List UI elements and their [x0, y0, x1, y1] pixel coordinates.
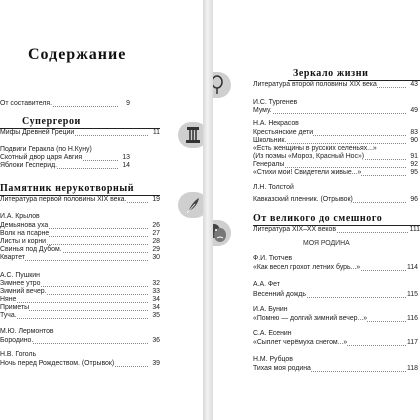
toc-entry[interactable]: Муму. 49 [253, 107, 418, 114]
toc-entry[interactable]: Подвиги Геракла (по Н.Куну) [0, 146, 92, 153]
author-name: Н.В. Гоголь [0, 351, 37, 358]
toc-entry[interactable]: Тихая моя родина 118 [253, 365, 418, 372]
toc-entry[interactable]: Школьник. 90 [253, 137, 418, 144]
section-heading: От великого до смешного [253, 213, 383, 224]
book-gutter [203, 0, 213, 420]
toc-entry[interactable]: От составителя. 9 [0, 100, 130, 107]
author-name: И.С. Тургенев [253, 99, 298, 106]
toc-entry[interactable]: Приметы 34 [0, 304, 160, 311]
toc-entry[interactable]: Зимний вечер. 33 [0, 288, 160, 295]
subsection-title: МОЯ РОДИНА [303, 240, 350, 247]
toc-entry[interactable]: «Стихи мои! Свидетели живые...» 95 [253, 169, 418, 176]
section-heading: Супергерои [22, 116, 81, 127]
column-icon [183, 125, 203, 145]
toc-entry[interactable]: Крестьянские дети 83 [253, 129, 418, 136]
section-heading: Памятник нерукотворный [0, 183, 135, 194]
toc-entry[interactable]: Листы и корни 28 [0, 238, 160, 245]
toc-entry[interactable]: Мифы Древней Греции 11 [0, 129, 160, 136]
left-page [0, 0, 203, 420]
author-name: Н.А. Некрасов [253, 120, 299, 127]
author-name: Н.М. Рубцов [253, 356, 293, 363]
toc-entry[interactable]: Скотный двор царя Авгия 13 [0, 154, 130, 161]
author-name: Л.Н. Толстой [253, 184, 294, 191]
toc-entry[interactable]: Литература XIX–XX веков 111 [253, 226, 420, 233]
toc-entry[interactable]: Демьянова уха 26 [0, 222, 160, 229]
section-heading: Зеркало жизни [293, 68, 369, 79]
mirror-icon [213, 75, 227, 95]
toc-entry[interactable]: «Есть женщины в русских селеньях...» [253, 145, 377, 152]
toc-entry[interactable]: Квартет 30 [0, 254, 160, 261]
toc-entry[interactable]: Бородино. 36 [0, 337, 160, 344]
author-name: А.А. Фет [253, 281, 280, 288]
toc-entry[interactable]: Литература второй половины XIX века 43 [253, 81, 418, 88]
toc-entry[interactable]: «Помню — долгий зимний вечер...» 116 [253, 315, 418, 322]
author-name: С.А. Есенин [253, 330, 292, 337]
toc-entry[interactable]: (Из поэмы «Мороз, Красный Нос») 91 [253, 153, 418, 160]
author-name: А.С. Пушкин [0, 272, 40, 279]
toc-entry[interactable]: Свинья под Дубом. 29 [0, 246, 160, 253]
toc-entry[interactable]: Кавказский пленник. (Отрывок) 96 [253, 196, 418, 203]
toc-entry[interactable]: Весенний дождь 115 [253, 291, 418, 298]
toc-entry[interactable]: Зимнее утро 32 [0, 280, 160, 287]
author-name: И.А. Крылов [0, 213, 40, 220]
toc-entry[interactable]: Няне 34 [0, 296, 160, 303]
page-title: Содержание [28, 46, 127, 63]
toc-entry[interactable]: Туча. 35 [0, 312, 160, 319]
author-name: Ф.И. Тютчев [253, 255, 293, 262]
toc-entry[interactable]: Ночь перед Рождеством. (Отрывок) 39 [0, 360, 160, 367]
toc-entry[interactable]: «Как весел грохот летних бурь...» 114 [253, 264, 418, 271]
author-name: И.А. Бунин [253, 306, 288, 313]
toc-entry[interactable]: «Сыплет черёмуха снегом...» 117 [253, 339, 418, 346]
toc-entry[interactable]: Литература первой половины XIX века. 19 [0, 196, 160, 203]
toc-entry[interactable]: Генералы 92 [253, 161, 418, 168]
theatre-masks-icon [213, 222, 228, 244]
toc-entry[interactable]: Яблоки Гесперид. 14 [0, 162, 130, 169]
right-page [213, 0, 420, 420]
toc-entry[interactable]: Волк на псарне 27 [0, 230, 160, 237]
feather-icon [183, 195, 203, 215]
author-name: М.Ю. Лермонтов [0, 328, 54, 335]
